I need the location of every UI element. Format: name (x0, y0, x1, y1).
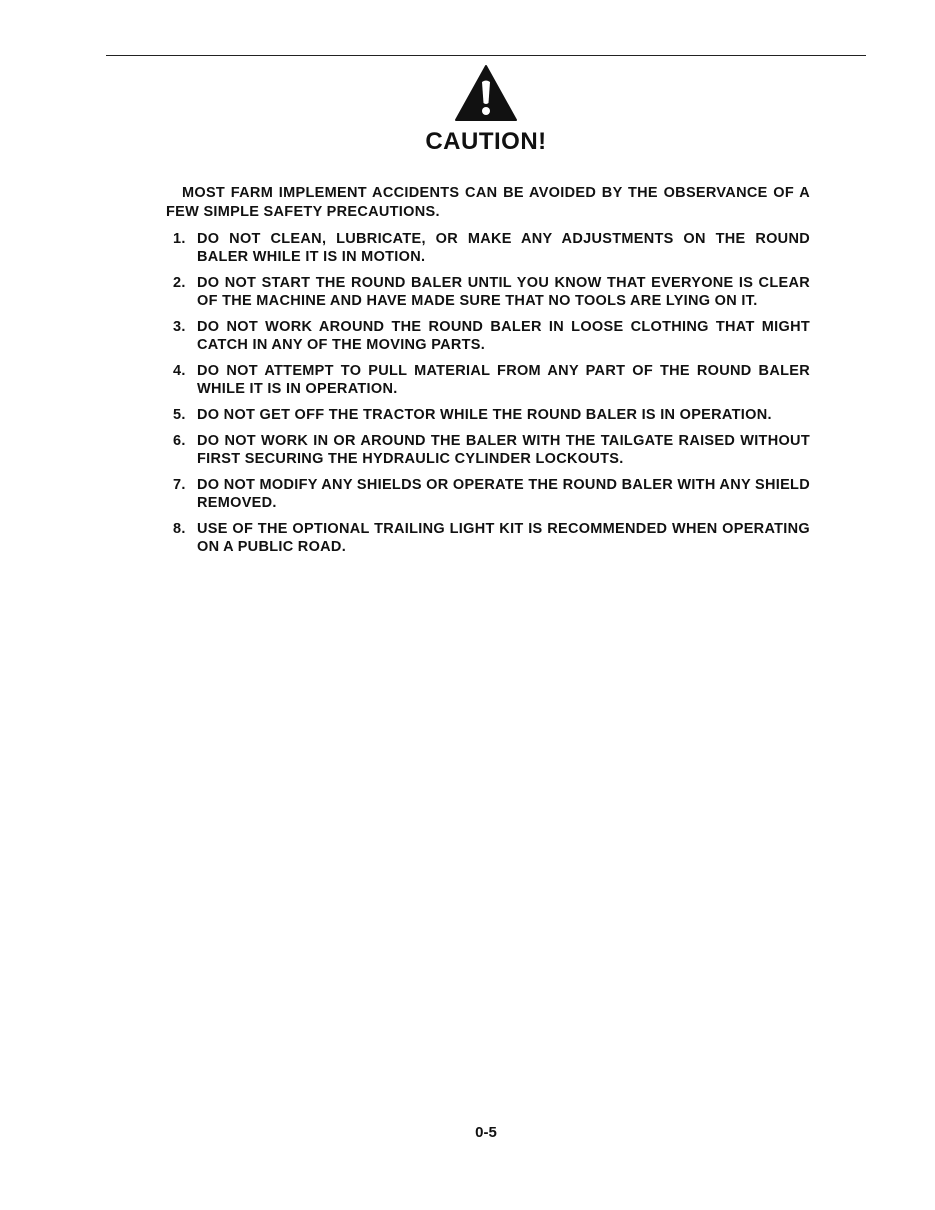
rule-number: 8. (173, 521, 186, 537)
safety-rules-list (166, 230, 810, 564)
top-divider (106, 55, 866, 56)
caution-title: CAUTION! (425, 128, 547, 155)
rule-number: 2. (173, 275, 186, 291)
rule-number: 1. (173, 231, 186, 247)
rule-text: DO NOT GET OFF THE TRACTOR WHILE THE ROUND BALER IS IN OPERATION. (197, 407, 772, 423)
rule-number: 3. (173, 319, 186, 335)
rule-number: 4. (173, 363, 186, 379)
safety-rule (166, 520, 810, 556)
warning-triangle-icon (454, 64, 518, 122)
rule-number: 6. (173, 433, 186, 449)
rule-text: DO NOT ATTEMPT TO PULL MATERIAL FROM ANY PART OF THE ROUND BALER WHILE IT IS IN OPERATION. (197, 363, 810, 397)
safety-rule (166, 274, 810, 310)
rule-text: DO NOT CLEAN, LUBRICATE, OR MAKE ANY ADJUSTMENTS ON THE ROUND BALER WHILE IT IS IN MOTION. (197, 231, 810, 265)
rule-text: DO NOT START THE ROUND BALER UNTIL YOU KNOW THAT EVERYONE IS CLEAR OF THE MACHINE AND HAVE MADE SURE THAT NO TOOLS ARE LYING ON IT. (197, 275, 810, 309)
safety-rule (166, 406, 810, 424)
safety-rule (166, 476, 810, 512)
rule-number: 5. (173, 407, 186, 423)
rule-text: DO NOT WORK AROUND THE ROUND BALER IN LOOSE CLOTHING THAT MIGHT CATCH IN ANY OF THE MOVING PARTS. (197, 319, 810, 353)
safety-rule (166, 432, 810, 468)
safety-rule (166, 318, 810, 354)
rule-text: DO NOT MODIFY ANY SHIELDS OR OPERATE THE ROUND BALER WITH ANY SHIELD REMOVED. (197, 477, 810, 511)
page-number: 0-5 (475, 1124, 497, 1141)
safety-rule (166, 230, 810, 266)
intro-paragraph: MOST FARM IMPLEMENT ACCIDENTS CAN BE AVOIDED BY THE OBSERVANCE OF A FEW SIMPLE SAFETY PRECAUTIONS. (166, 185, 810, 220)
safety-rule (166, 362, 810, 398)
rule-number: 7. (173, 477, 186, 493)
rule-text: USE OF THE OPTIONAL TRAILING LIGHT KIT IS RECOMMENDED WHEN OPERATING ON A PUBLIC ROAD. (197, 521, 810, 555)
rule-text: DO NOT WORK IN OR AROUND THE BALER WITH THE TAILGATE RAISED WITHOUT FIRST SECURING THE HYDRAULIC CYLINDER LOCKOUTS. (197, 433, 810, 467)
